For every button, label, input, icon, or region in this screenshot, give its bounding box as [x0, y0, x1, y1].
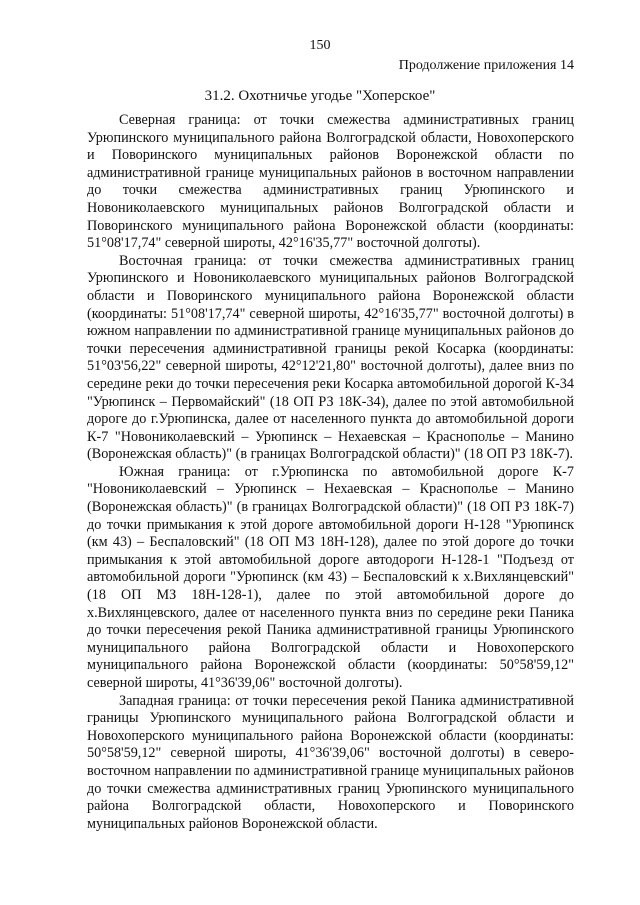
appendix-continuation-note: Продолжение приложения 14	[398, 58, 574, 73]
paragraph-southern-border: Южная граница: от г.Урюпинска по автомобильной дороге К-7 "Новониколаевский – Урюпинск – Нехаевская – Краснополье – Манино (Воронежская область)" (в границах Волгоградской области)" (18 ОП РЗ 18К-7) до точки примыкания к этой дороге автомобильной дороги Н-128 "Урюпинск (км 43) – Беспаловский" (18 ОП МЗ 18Н-128), далее по этой дороге до точки примыкания к этой автомобильной дороге автодороги Н-128-1 "Подъезд от автомобильной дороги "Урюпинск (км 43) – Беспаловский к х.Вихлянцевский" (18 ОП МЗ 18Н-128-1), далее по этой автомобильной дороге до х.Вихлянцевского, далее от населенного пункта вниз по середине реки Паника до точки пересечения рекой Паника административной границы Урюпинского муниципального района Волгоградской области и Новохоперского муниципального района Воронежской области (координаты: 50°58'59,12" северной широты, 41°36'39,06" восточной долготы).	[87, 463, 574, 691]
document-body	[87, 112, 574, 833]
paragraph-western-border: Западная граница: от точки пересечения рекой Паника административной границы Урюпинского муниципального района Волгоградской области и Новохоперского муниципального района Воронежской области (координаты: 50°58'59,12" северной широты, 41°36'39,06" восточной долготы) в северо-восточном направлении по административной границе муниципальных районов до точки смежества административных границ Урюпинского муниципального района Волгоградской области, Новохоперского и Поворинского муниципальных районов Воронежской области.	[87, 692, 574, 832]
paragraph-eastern-border: Восточная граница: от точки смежества административных границ Урюпинского и Новониколаевского муниципальных районов Волгоградской области и Поворинского муниципального района Воронежской области (координаты: 51°08'17,74" северной широты, 42°16'35,77" восточной долготы) в южном направлении по административной границе муниципальных районов до точки пересечения административной границы рекой Косарка (координаты: 51°03'56,22" северной широты, 42°12'21,80" восточной долготы), далее вниз по середине реки до точки пересечения реки Косарка автомобильной дорогой К-34 "Урюпинск – Первомайский" (18 ОП РЗ 18К-34), далее по этой автомобильной дороге до г.Урюпинска, далее от населенного пункта до автомобильной дороги К-7 "Новониколаевский – Урюпинск – Нехаевская – Краснополье – Манино (Воронежская область)" (в границах Волгоградской области)" (18 ОП РЗ 18К-7).	[87, 252, 574, 463]
page-number: 150	[309, 38, 331, 53]
section-title: 31.2. Охотничье угодье "Хоперское"	[204, 88, 436, 104]
paragraph-northern-border: Северная граница: от точки смежества административных границ Урюпинского муниципального района Волгоградской области, Новохоперского и Поворинского муниципальных районов Воронежской области по административной границе муниципальных районов в восточном направлении до точки смежества административных границ Урюпинского и Новониколаевского муниципальных районов Волгоградской области и Поворинского муниципального района Воронежской области (координаты: 51°08'17,74" северной широты, 42°16'35,77" восточной долготы).	[87, 112, 574, 252]
